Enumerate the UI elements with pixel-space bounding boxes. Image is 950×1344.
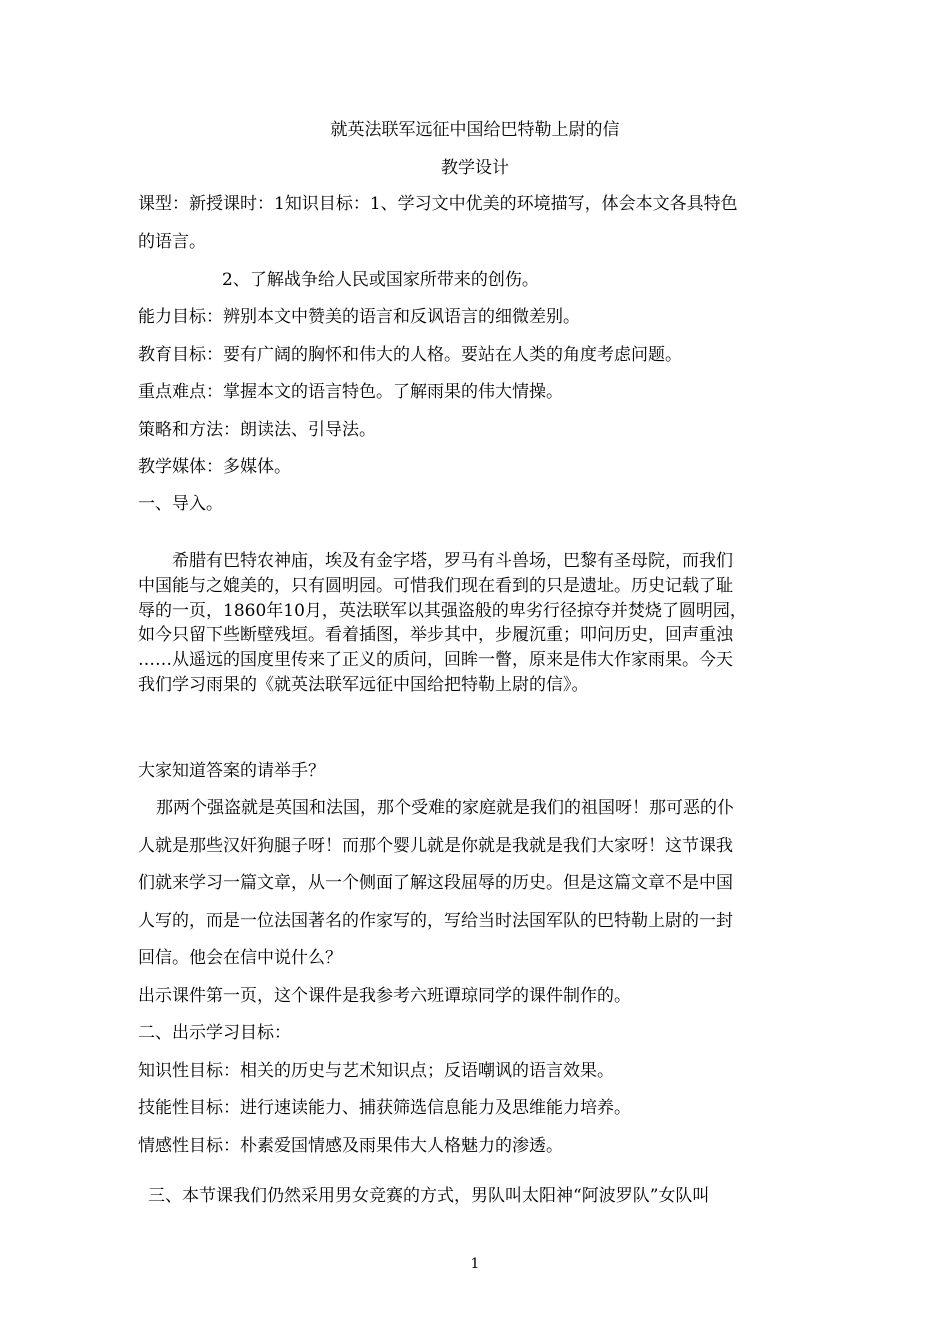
answer-paragraph-line: 人写的，而是一位法国著名的作家写的，写给当时法国军队的巴特勒上尉的一封 bbox=[138, 911, 733, 931]
education-goal: 教育目标：要有广阔的胸怀和伟大的人格。要站在人类的角度考虑问题。 bbox=[138, 345, 682, 365]
document-subtitle: 教学设计 bbox=[441, 158, 509, 178]
answer-paragraph-line: 那两个强盗就是英国和法国，那个受难的家庭就是我们的祖国呀！那可恶的仆 bbox=[156, 798, 734, 818]
intro-paragraph-line: 如今只留下些断壁残垣。看着插图，举步其中，步履沉重；叩问历史，回声重浊 bbox=[138, 625, 733, 645]
document-title: 就英法联军远征中国给巴特勒上尉的信 bbox=[330, 120, 620, 140]
page-number: 1 bbox=[470, 1256, 480, 1272]
section-three-line: 三、本节课我们仍然采用男女竞赛的方式，男队叫太阳神“阿波罗队”女队叫 bbox=[148, 1186, 710, 1206]
answer-paragraph-line: 们就来学习一篇文章，从一个侧面了解这段屈辱的历史。但是这篇文章不是中国 bbox=[138, 873, 733, 893]
intro-paragraph-line: 辱的一页，1860年10月，英法联军以其强盗般的卑劣行径掠夺并焚烧了圆明园， bbox=[138, 601, 747, 621]
intro-paragraph-line: 中国能与之媲美的，只有圆明园。可惜我们现在看到的只是遗址。历史记载了耻 bbox=[138, 576, 733, 596]
intro-paragraph-line: 希腊有巴特农神庙，埃及有金字塔，罗马有斗兽场，巴黎有圣母院，而我们 bbox=[172, 551, 733, 571]
answer-paragraph-line: 回信。他会在信中说什么？ bbox=[138, 948, 342, 968]
key-points: 重点难点：掌握本文的语言特色。了解雨果的伟大情操。 bbox=[138, 382, 563, 402]
teaching-media: 教学媒体：多媒体。 bbox=[138, 457, 291, 477]
strategy: 策略和方法：朗读法、引导法。 bbox=[138, 420, 376, 440]
skill-target: 技能性目标：进行速读能力、捕获筛选信息能力及思维能力培养。 bbox=[138, 1098, 631, 1118]
intro-paragraph-line: ……从遥远的国度里传来了正义的质问，回眸一瞥，原来是伟大作家雨果。今天 bbox=[138, 650, 733, 670]
lesson-type-line-cont: 的语言。 bbox=[138, 232, 206, 252]
answer-paragraph-line: 人就是那些汉奸狗腿子呀！而那个婴儿就是你就是我就是我们大家呀！这节课我 bbox=[138, 836, 733, 856]
ability-goal: 能力目标：辨别本文中赞美的语言和反讽语言的细微差别。 bbox=[138, 307, 580, 327]
section-intro-heading: 一、导入。 bbox=[138, 494, 223, 514]
question-line: 大家知道答案的请举手？ bbox=[138, 761, 325, 781]
lesson-type-line: 课型：新授课时：1知识目标：1、学习文中优美的环境描写，体会本文各具特色 bbox=[138, 194, 738, 214]
intro-paragraph-line: 我们学习雨果的《就英法联军远征中国给把特勒上尉的信》。 bbox=[138, 675, 589, 695]
knowledge-target: 知识性目标：相关的历史与艺术知识点；反语嘲讽的语言效果。 bbox=[138, 1061, 614, 1081]
emotion-target: 情感性目标：朴素爱国情感及雨果伟大人格魅力的渗透。 bbox=[138, 1136, 563, 1156]
section-goals-heading: 二、出示学习目标： bbox=[138, 1023, 291, 1043]
knowledge-goal-2: 2、了解战争给人民或国家所带来的创伤。 bbox=[222, 270, 539, 290]
courseware-line: 出示课件第一页，这个课件是我参考六班谭琼同学的课件制作的。 bbox=[138, 986, 631, 1006]
